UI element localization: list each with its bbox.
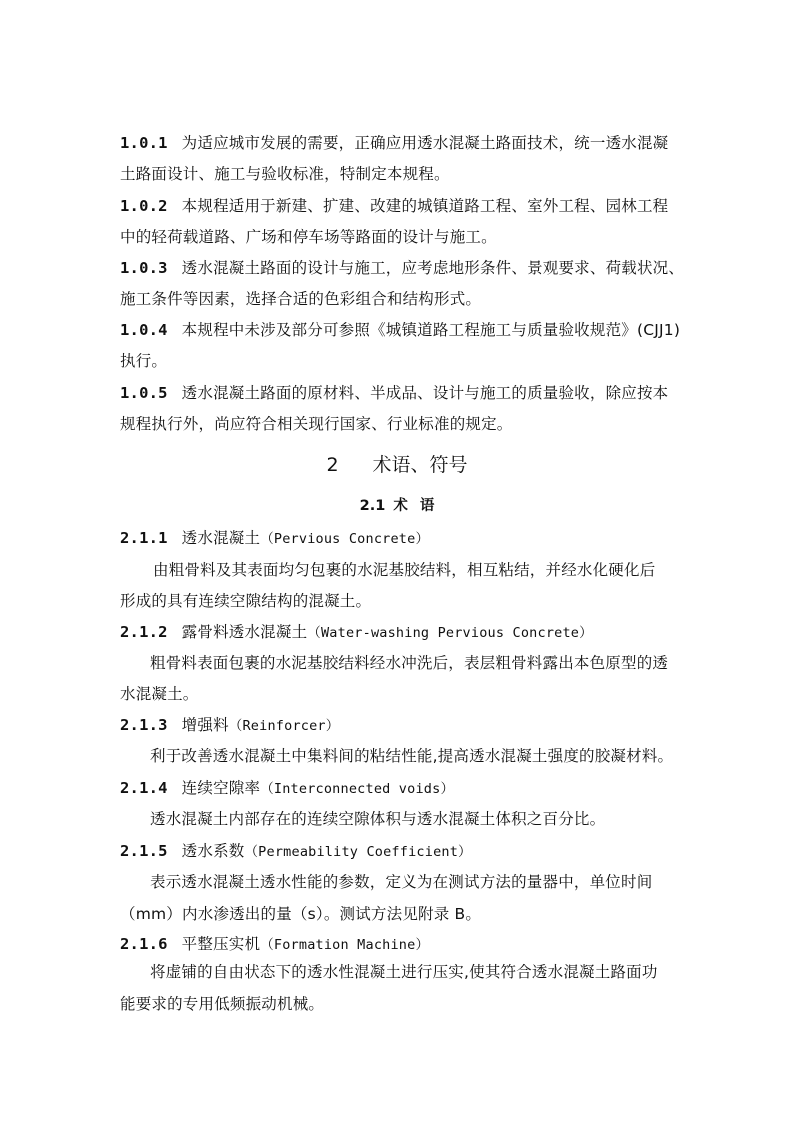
term-number: 2.1.6	[120, 935, 168, 953]
clause-1-0-3-line1	[120, 258, 684, 278]
term-name: 平整压实机	[181, 935, 261, 953]
term-2-1-4-heading	[120, 778, 454, 799]
term-2-1-5-def-line2: （mm）内水渗透出的量（s）。测试方法见附录 B。	[120, 905, 482, 923]
section-number: 2.1	[359, 498, 386, 514]
chapter-heading	[0, 450, 794, 477]
term-number: 2.1.3	[120, 716, 168, 734]
term-name: 透水系数	[181, 842, 245, 860]
term-name: 露骨料透水混凝土	[181, 623, 308, 641]
clause-number: 1.0.1	[120, 134, 168, 152]
clause-number: 1.0.3	[120, 259, 168, 277]
term-2-1-6-def-line2: 能要求的专用低频振动机械。	[120, 995, 325, 1013]
clause-number: 1.0.2	[120, 197, 168, 215]
clause-number: 1.0.5	[120, 384, 168, 402]
term-2-1-1-def-line1: 由粗骨料及其表面均匀包裹的水泥基胶结料，相互粘结，并经水化硬化后	[153, 561, 656, 579]
term-2-1-2-def-line2: 水混凝土。	[120, 685, 199, 703]
clause-1-0-2-line2: 中的轻荷载道路、广场和停车场等路面的设计与施工。	[120, 228, 497, 246]
term-2-1-6-def-line1: 将虚铺的自由状态下的透水性混凝土进行压实,使其符合透水混凝土路面功	[150, 963, 658, 981]
clause-1-0-4-line2: 执行。	[120, 352, 168, 370]
clause-text: 为适应城市发展的需要，正确应用透水混凝土路面技术，统一透水混凝	[181, 134, 669, 152]
term-2-1-1-heading	[120, 528, 429, 549]
clause-1-0-5-line1	[120, 383, 668, 403]
term-2-1-3-heading	[120, 715, 339, 736]
term-2-1-4-def-line1: 透水混凝土内部存在的连续空隙体积与透水混凝土体积之百分比。	[150, 810, 606, 828]
term-name: 连续空隙率	[181, 779, 261, 797]
chapter-title: 术语、符号	[372, 454, 468, 476]
term-english: （Pervious Concrete）	[260, 531, 430, 547]
term-2-1-5-heading	[120, 841, 472, 862]
term-name: 透水混凝土	[181, 529, 261, 547]
section-title-part2: 语	[419, 498, 435, 514]
term-2-1-3-def-line1: 利于改善透水混凝土中集料间的粘结性能,提高透水混凝土强度的胶凝材料。	[150, 747, 674, 765]
term-english: （Water-washing Pervious Concrete）	[307, 625, 593, 641]
clause-text: 本规程中未涉及部分可参照《城镇道路工程施工与质量验收规范》(CJJ1)	[181, 321, 681, 339]
clause-text: 本规程适用于新建、扩建、改建的城镇道路工程、室外工程、园林工程	[181, 197, 669, 215]
clause-1-0-2-line1	[120, 196, 668, 216]
term-2-1-2-heading	[120, 622, 593, 643]
clause-1-0-1-line2: 土路面设计、施工与验收标准，特制定本规程。	[120, 165, 450, 183]
clause-1-0-1-line1	[120, 133, 668, 153]
term-2-1-1-def-line2: 形成的具有连续空隙结构的混凝土。	[120, 592, 372, 610]
term-number: 2.1.1	[120, 529, 168, 547]
term-2-1-6-heading	[120, 934, 429, 955]
term-name: 增强料	[181, 716, 229, 734]
clause-text: 透水混凝土路面的原材料、半成品、设计与施工的质量验收，除应按本	[181, 384, 669, 402]
clause-1-0-3-line2: 施工条件等因素，选择合适的色彩组合和结构形式。	[120, 290, 482, 308]
clause-text: 透水混凝土路面的设计与施工，应考虑地形条件、景观要求、荷载状况、	[181, 259, 685, 277]
clause-number: 1.0.4	[120, 321, 168, 339]
term-number: 2.1.4	[120, 779, 168, 797]
clause-1-0-5-line2: 规程执行外，尚应符合相关现行国家、行业标准的规定。	[120, 415, 513, 433]
term-english: （Permeability Coefficient）	[244, 844, 472, 860]
term-2-1-5-def-line1: 表示透水混凝土透水性能的参数，定义为在测试方法的量器中，单位时间	[150, 873, 653, 891]
term-english: （Interconnected voids）	[260, 781, 455, 797]
term-2-1-2-def-line1: 粗骨料表面包裹的水泥基胶结料经水冲洗后，表层粗骨料露出本色原型的透	[150, 654, 669, 672]
term-english: （Reinforcer）	[228, 718, 340, 734]
term-number: 2.1.5	[120, 842, 168, 860]
section-title-part1: 术	[393, 498, 408, 514]
section-heading	[0, 494, 794, 515]
term-number: 2.1.2	[120, 623, 168, 641]
chapter-number: 2	[326, 454, 339, 476]
clause-1-0-4-line1	[120, 320, 680, 340]
term-english: （Formation Machine）	[260, 937, 430, 953]
